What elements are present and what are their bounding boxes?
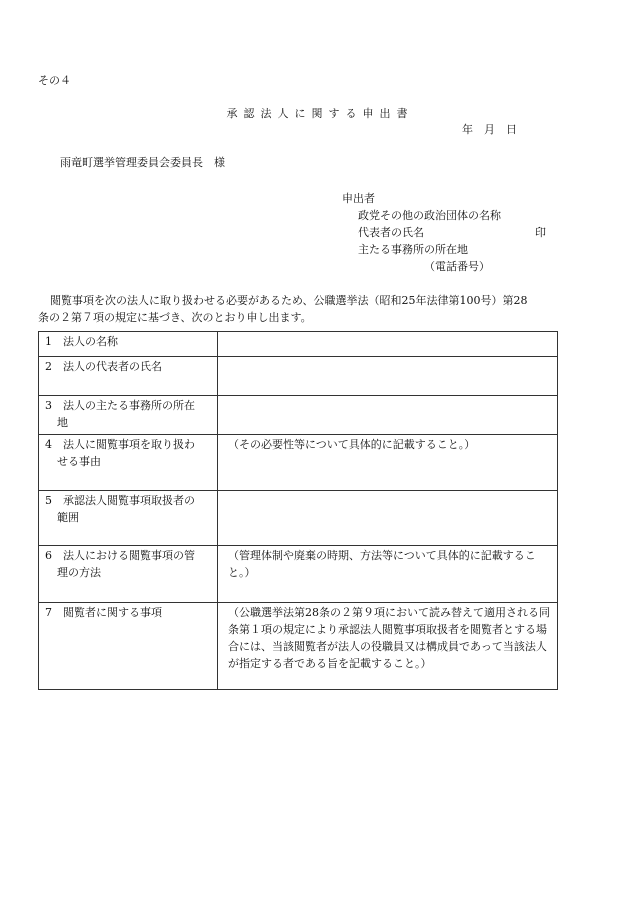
applicant-phone: （電話番号） bbox=[424, 260, 490, 273]
intro-line-2: 条の２第７項の規定に基づき、次のとおり申し出ます。 bbox=[38, 311, 312, 324]
addressee: 雨竜町選挙管理委員会委員長 様 bbox=[60, 156, 225, 169]
row-content: （その必要性等について具体的に記載すること。） bbox=[218, 435, 558, 491]
row-label-line-1: 6 法人における閲覧事項の管 bbox=[45, 549, 195, 562]
application-table bbox=[38, 331, 558, 690]
table-row bbox=[39, 546, 558, 603]
row-label-line-1: 4 法人に閲覧事項を取り扱わ bbox=[45, 438, 195, 451]
row-label bbox=[39, 332, 218, 357]
row-label bbox=[39, 603, 218, 690]
row-label-line-1: 2 法人の代表者の氏名 bbox=[45, 360, 162, 373]
row-content: （管理体制や廃棄の時期、方法等について具体的に記載すること。） bbox=[218, 546, 558, 603]
date-line: 年 月 日 bbox=[462, 123, 517, 136]
row-label-line-2: 理の方法 bbox=[57, 566, 101, 579]
table-row bbox=[39, 435, 558, 491]
applicant-org-name: 政党その他の政治団体の名称 bbox=[358, 209, 501, 222]
applicant-representative-row bbox=[342, 224, 546, 241]
document-title: 承認法人に関する申出書 bbox=[226, 107, 414, 120]
table-row bbox=[39, 332, 558, 357]
row-label-line-1: 3 法人の主たる事務所の所在 bbox=[45, 399, 195, 412]
applicant-heading: 申出者 bbox=[342, 192, 375, 205]
intro-line-1: 閲覧事項を次の法人に取り扱わせる必要があるため、公職選挙法（昭和25年法律第100号）第28 bbox=[50, 294, 528, 307]
row-content bbox=[218, 491, 558, 546]
row-label bbox=[39, 435, 218, 491]
row-label-line-1: 7 閲覧者に関する事項 bbox=[45, 606, 162, 619]
row-label-line-1: 1 法人の名称 bbox=[45, 335, 118, 348]
seal-mark: 印 bbox=[535, 226, 546, 239]
intro-paragraph bbox=[38, 292, 563, 326]
row-label bbox=[39, 357, 218, 396]
applicant-office-address: 主たる事務所の所在地 bbox=[358, 243, 468, 256]
row-label bbox=[39, 546, 218, 603]
table-row bbox=[39, 396, 558, 435]
row-label-line-1: 5 承認法人閲覧事項取扱者の bbox=[45, 494, 195, 507]
row-label-line-2: 範囲 bbox=[57, 511, 79, 524]
row-label bbox=[39, 396, 218, 435]
table-row bbox=[39, 491, 558, 546]
table-row bbox=[39, 357, 558, 396]
applicant-representative: 代表者の氏名 bbox=[358, 226, 424, 239]
row-label bbox=[39, 491, 218, 546]
applicant-block bbox=[342, 190, 546, 275]
row-label-line-2: せる事由 bbox=[57, 455, 101, 468]
row-content bbox=[218, 357, 558, 396]
form-number: その４ bbox=[38, 74, 71, 87]
row-content bbox=[218, 396, 558, 435]
row-label-line-2: 地 bbox=[57, 416, 68, 429]
row-content: （公職選挙法第28条の２第９項において読み替えて適用される同条第１項の規定により承認法人閲覧事項取扱者を閲覧者とする場合には、当該閲覧者が法人の役職員又は構成員であって当該法人が指定する者である旨を記載すること。） bbox=[218, 603, 558, 690]
table-row bbox=[39, 603, 558, 690]
row-content bbox=[218, 332, 558, 357]
